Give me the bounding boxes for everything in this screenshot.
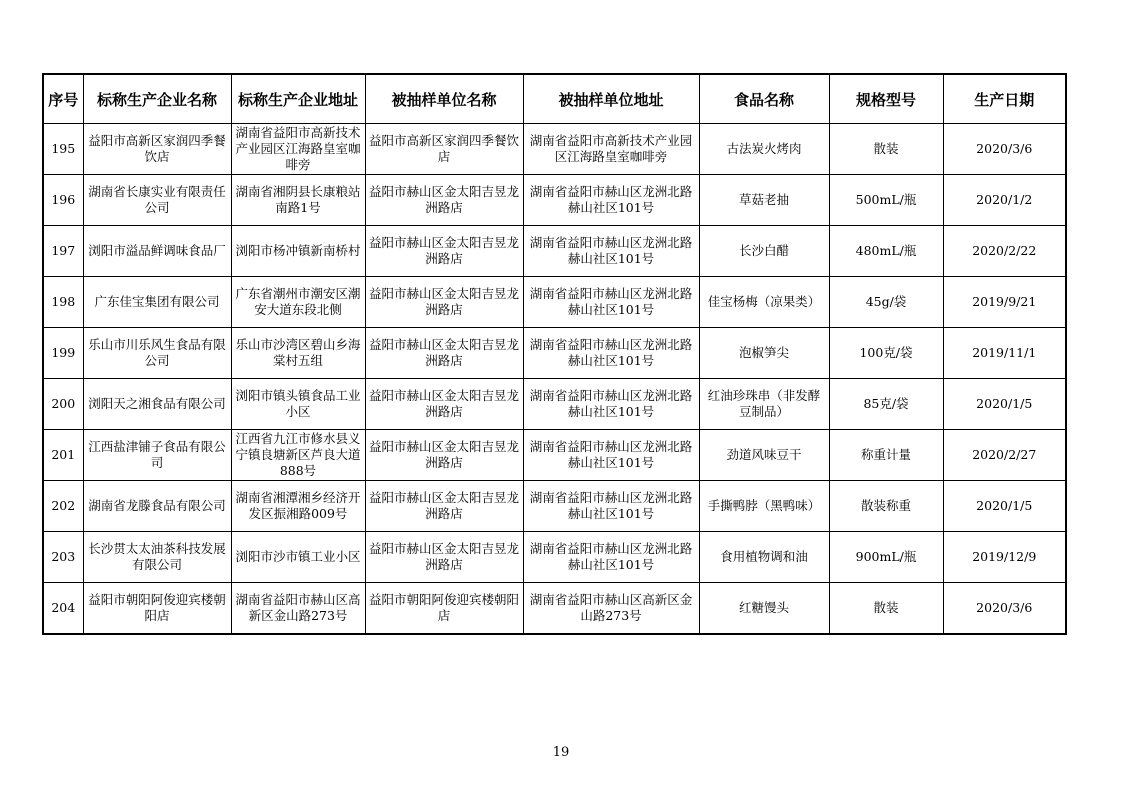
table-row <box>43 430 1066 481</box>
cell-manufacturer-address: 广东省潮州市潮安区潮安大道东段北侧 <box>231 277 365 328</box>
cell-manufacturer-name: 浏阳市溢品鲜调味食品厂 <box>83 226 231 277</box>
cell-serial-number: 198 <box>43 277 83 328</box>
cell-manufacturer-name: 长沙贯太太油茶科技发展有限公司 <box>83 532 231 583</box>
cell-manufacturer-name: 湖南省龙滕食品有限公司 <box>83 481 231 532</box>
header-sampled-unit-address: 被抽样单位地址 <box>523 74 699 124</box>
cell-sampled-unit-name: 益阳市赫山区金太阳吉昱龙洲路店 <box>365 481 523 532</box>
cell-serial-number: 195 <box>43 124 83 175</box>
cell-food-name: 长沙白醋 <box>699 226 829 277</box>
cell-food-name: 泡椒笋尖 <box>699 328 829 379</box>
cell-sampled-unit-name: 益阳市赫山区金太阳吉昱龙洲路店 <box>365 532 523 583</box>
header-sampled-unit-name: 被抽样单位名称 <box>365 74 523 124</box>
table-row <box>43 481 1066 532</box>
cell-manufacturer-address: 浏阳市杨冲镇新南桥村 <box>231 226 365 277</box>
cell-sampled-unit-name: 益阳市赫山区金太阳吉昱龙洲路店 <box>365 328 523 379</box>
header-production-date: 生产日期 <box>943 74 1066 124</box>
cell-production-date: 2020/3/6 <box>943 124 1066 175</box>
table-row <box>43 124 1066 175</box>
cell-specification: 45g/袋 <box>829 277 943 328</box>
cell-specification: 900mL/瓶 <box>829 532 943 583</box>
cell-production-date: 2020/3/6 <box>943 583 1066 635</box>
cell-sampled-unit-name: 益阳市赫山区金太阳吉昱龙洲路店 <box>365 379 523 430</box>
cell-food-name: 红糖馒头 <box>699 583 829 635</box>
cell-manufacturer-name: 浏阳天之湘食品有限公司 <box>83 379 231 430</box>
cell-food-name: 红油珍珠串（非发酵豆制品） <box>699 379 829 430</box>
table-row <box>43 277 1066 328</box>
table-row <box>43 328 1066 379</box>
cell-sampled-unit-address: 湖南省益阳市赫山区龙洲北路 赫山社区101号 <box>523 277 699 328</box>
cell-production-date: 2020/2/22 <box>943 226 1066 277</box>
cell-sampled-unit-name: 益阳市赫山区金太阳吉昱龙洲路店 <box>365 430 523 481</box>
header-specification: 规格型号 <box>829 74 943 124</box>
cell-sampled-unit-name: 益阳市赫山区金太阳吉昱龙洲路店 <box>365 226 523 277</box>
cell-manufacturer-address: 浏阳市沙市镇工业小区 <box>231 532 365 583</box>
cell-production-date: 2020/1/2 <box>943 175 1066 226</box>
cell-sampled-unit-name: 益阳市赫山区金太阳吉昱龙洲路店 <box>365 175 523 226</box>
cell-sampled-unit-address: 湖南省益阳市赫山区龙洲北路 赫山社区101号 <box>523 481 699 532</box>
cell-manufacturer-address: 浏阳市镇头镇食品工业小区 <box>231 379 365 430</box>
cell-food-name: 劲道风味豆干 <box>699 430 829 481</box>
table-row <box>43 532 1066 583</box>
cell-manufacturer-address: 湖南省湘潭湘乡经济开发区振湘路009号 <box>231 481 365 532</box>
cell-sampled-unit-address: 湖南省益阳市赫山区龙洲北路 赫山社区101号 <box>523 175 699 226</box>
header-serial-number: 序号 <box>43 74 83 124</box>
page-number: 19 <box>552 745 570 760</box>
cell-production-date: 2020/1/5 <box>943 379 1066 430</box>
table-row <box>43 583 1066 635</box>
cell-manufacturer-name: 湖南省长康实业有限责任公司 <box>83 175 231 226</box>
table-row <box>43 175 1066 226</box>
cell-food-name: 手撕鸭脖（黑鸭味） <box>699 481 829 532</box>
cell-serial-number: 204 <box>43 583 83 635</box>
cell-food-name: 古法炭火烤肉 <box>699 124 829 175</box>
cell-sampled-unit-name: 益阳市朝阳阿俊迎宾楼朝阳店 <box>365 583 523 635</box>
cell-manufacturer-address: 湖南省湘阴县长康粮站南路1号 <box>231 175 365 226</box>
cell-specification: 称重计量 <box>829 430 943 481</box>
cell-food-name: 草菇老抽 <box>699 175 829 226</box>
header-manufacturer-name: 标称生产企业名称 <box>83 74 231 124</box>
cell-manufacturer-name: 益阳市高新区家润四季餐饮店 <box>83 124 231 175</box>
cell-production-date: 2020/1/5 <box>943 481 1066 532</box>
cell-sampled-unit-name: 益阳市高新区家润四季餐饮店 <box>365 124 523 175</box>
cell-sampled-unit-address: 湖南省益阳市高新技术产业园区江海路皇室咖啡旁 <box>523 124 699 175</box>
sampling-results-table <box>42 73 1067 635</box>
cell-sampled-unit-name: 益阳市赫山区金太阳吉昱龙洲路店 <box>365 277 523 328</box>
cell-food-name: 食用植物调和油 <box>699 532 829 583</box>
header-food-name: 食品名称 <box>699 74 829 124</box>
cell-sampled-unit-address: 湖南省益阳市赫山区龙洲北路 赫山社区101号 <box>523 379 699 430</box>
cell-sampled-unit-address: 湖南省益阳市赫山区龙洲北路 赫山社区101号 <box>523 328 699 379</box>
cell-production-date: 2020/2/27 <box>943 430 1066 481</box>
cell-specification: 散装 <box>829 583 943 635</box>
cell-serial-number: 197 <box>43 226 83 277</box>
cell-serial-number: 202 <box>43 481 83 532</box>
cell-production-date: 2019/9/21 <box>943 277 1066 328</box>
cell-specification: 散装称重 <box>829 481 943 532</box>
cell-manufacturer-address: 湖南省益阳市赫山区高新区金山路273号 <box>231 583 365 635</box>
table-row <box>43 226 1066 277</box>
cell-sampled-unit-address: 湖南省益阳市赫山区龙洲北路 赫山社区101号 <box>523 226 699 277</box>
cell-sampled-unit-address: 湖南省益阳市赫山区高新区金山路273号 <box>523 583 699 635</box>
cell-specification: 85克/袋 <box>829 379 943 430</box>
cell-serial-number: 201 <box>43 430 83 481</box>
cell-serial-number: 196 <box>43 175 83 226</box>
cell-specification: 480mL/瓶 <box>829 226 943 277</box>
cell-manufacturer-address: 乐山市沙湾区碧山乡海棠村五组 <box>231 328 365 379</box>
cell-manufacturer-name: 乐山市川乐风生食品有限公司 <box>83 328 231 379</box>
table-row <box>43 379 1066 430</box>
cell-specification: 500mL/瓶 <box>829 175 943 226</box>
cell-manufacturer-address: 江西省九江市修水县义宁镇良塘新区芦良大道888号 <box>231 430 365 481</box>
cell-production-date: 2019/12/9 <box>943 532 1066 583</box>
table-header-row <box>43 74 1066 124</box>
cell-sampled-unit-address: 湖南省益阳市赫山区龙洲北路 赫山社区101号 <box>523 532 699 583</box>
cell-manufacturer-name: 益阳市朝阳阿俊迎宾楼朝阳店 <box>83 583 231 635</box>
cell-manufacturer-address: 湖南省益阳市高新技术产业园区江海路皇室咖啡旁 <box>231 124 365 175</box>
cell-specification: 100克/袋 <box>829 328 943 379</box>
cell-serial-number: 203 <box>43 532 83 583</box>
cell-manufacturer-name: 江西盐津铺子食品有限公司 <box>83 430 231 481</box>
cell-production-date: 2019/11/1 <box>943 328 1066 379</box>
cell-specification: 散装 <box>829 124 943 175</box>
cell-serial-number: 200 <box>43 379 83 430</box>
cell-sampled-unit-address: 湖南省益阳市赫山区龙洲北路 赫山社区101号 <box>523 430 699 481</box>
cell-manufacturer-name: 广东佳宝集团有限公司 <box>83 277 231 328</box>
cell-food-name: 佳宝杨梅（凉果类） <box>699 277 829 328</box>
header-manufacturer-address: 标称生产企业地址 <box>231 74 365 124</box>
cell-serial-number: 199 <box>43 328 83 379</box>
